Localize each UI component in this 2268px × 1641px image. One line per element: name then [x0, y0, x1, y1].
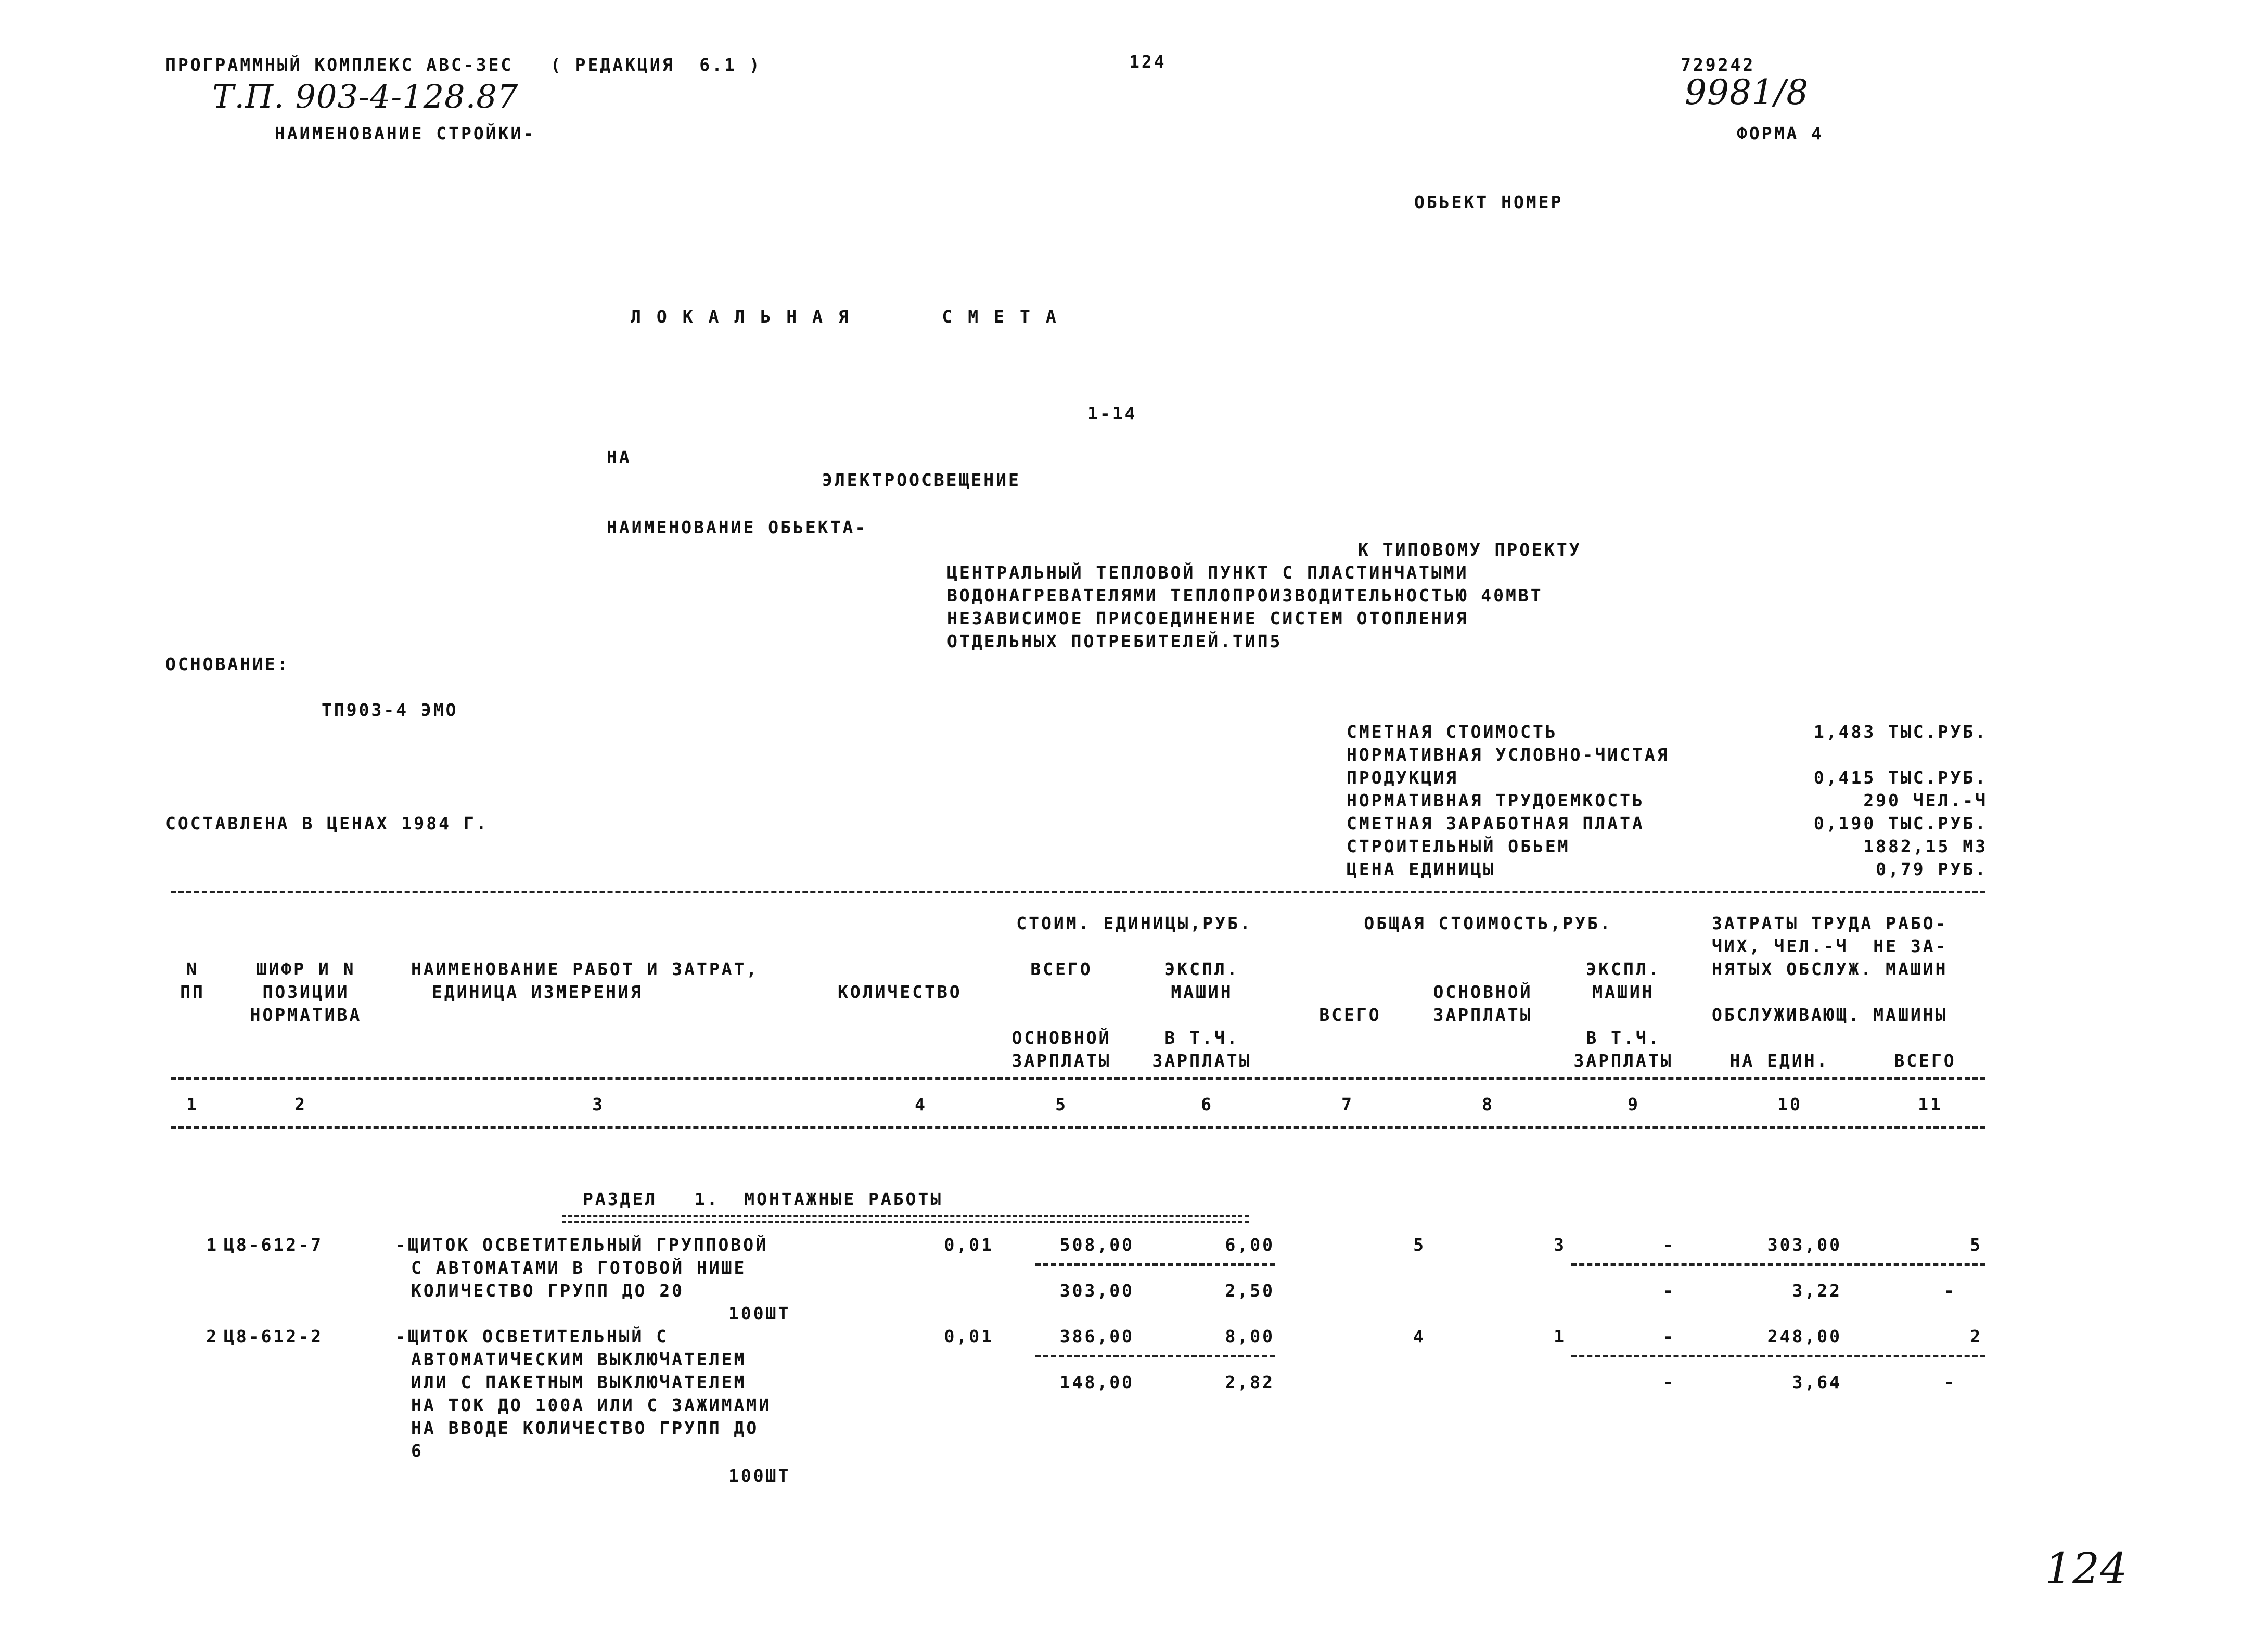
- summary-label: СТРОИТЕЛЬНЫЙ ОБЬЕМ: [1347, 836, 1570, 856]
- column-number: 9: [1628, 1094, 1640, 1114]
- form-label: ФОРМА 4: [1737, 123, 1824, 144]
- header-unit-wage: ЗАРПЛАТЫ: [1011, 1050, 1111, 1071]
- summary-label: СМЕТНАЯ СТОИМОСТЬ: [1347, 722, 1558, 742]
- row-total-mach-wage: -: [1663, 1280, 1675, 1301]
- document-title: ЛОКАЛЬНАЯ СМЕТА: [631, 306, 1072, 327]
- row-unit-mach: 6,00: [1225, 1235, 1275, 1255]
- project-line: ОТДЕЛЬНЫХ ПОТРЕБИТЕЛЕЙ.ТИП5: [947, 631, 1283, 651]
- row-labor-unit: 303,00: [1767, 1235, 1842, 1255]
- row-subrule: [1035, 1355, 1275, 1357]
- row-labor-unit2: 3,64: [1792, 1372, 1842, 1392]
- header-unit-mach-wage: В Т.Ч.: [1164, 1028, 1239, 1048]
- header-unit-mach-wage: ЗАРПЛАТЫ: [1152, 1050, 1252, 1071]
- column-number: 4: [915, 1094, 927, 1114]
- section-title: РАЗДЕЛ 1. МОНТАЖНЫЕ РАБОТЫ: [583, 1189, 943, 1209]
- column-number: 5: [1055, 1094, 1068, 1114]
- row-desc-line: ИЛИ С ПАКЕТНЫМ ВЫКЛЮЧАТЕЛЕМ: [411, 1372, 747, 1392]
- summary-value: 0,415 ТЫС.РУБ.: [1813, 767, 1988, 788]
- header-col2: ПОЗИЦИИ: [262, 982, 350, 1002]
- header-labor: ОБСЛУЖИВАЮЩ. МАШИНЫ: [1712, 1005, 1948, 1025]
- row-desc-line: КОЛИЧЕСТВО ГРУПП ДО 20: [411, 1280, 685, 1301]
- table-top-rule: [171, 891, 1985, 893]
- summary-label: НОРМАТИВНАЯ УСЛОВНО-ЧИСТАЯ: [1347, 745, 1670, 765]
- row-labor-total2: -: [1944, 1372, 1956, 1392]
- summary-label: НОРМАТИВНАЯ ТРУДОЕМКОСТЬ: [1347, 790, 1645, 811]
- row-total-mach: -: [1663, 1235, 1675, 1255]
- row-unit-mach-wage: 2,82: [1225, 1372, 1275, 1392]
- row-total-mach: -: [1663, 1326, 1675, 1347]
- row-subrule: [1035, 1263, 1275, 1266]
- row-code: Ц8-612-2: [224, 1326, 323, 1347]
- header-total-wage: ЗАРПЛАТЫ: [1433, 1005, 1533, 1025]
- page-number: 124: [1129, 52, 1167, 72]
- row-unit-mach: 8,00: [1225, 1326, 1275, 1347]
- row-labor-total2: -: [1944, 1280, 1956, 1301]
- object-name-label: НАИМЕНОВАНИЕ ОБЬЕКТА-: [607, 517, 868, 537]
- summary-value: 1882,15 М3: [1863, 836, 1988, 856]
- section-rule: [562, 1215, 1249, 1217]
- row-unit-total: 386,00: [1059, 1326, 1134, 1347]
- header-labor-unit: НА ЕДИН.: [1729, 1050, 1829, 1071]
- header-total-cost: ОБЩАЯ СТОИМОСТЬ,РУБ.: [1364, 913, 1612, 933]
- summary-value: 290 ЧЕЛ.-Ч: [1863, 790, 1988, 811]
- row-unit: 100ШТ: [728, 1303, 791, 1324]
- row-desc-line: АВТОМАТИЧЕСКИМ ВЫКЛЮЧАТЕЛЕМ: [411, 1349, 747, 1369]
- summary-label: ПРОДУКЦИЯ: [1347, 767, 1458, 788]
- row-unit-wage: 303,00: [1059, 1280, 1134, 1301]
- summary-label: ЦЕНА ЕДИНИЦЫ: [1347, 859, 1496, 879]
- row-labor-unit: 248,00: [1767, 1326, 1842, 1347]
- header-bottom-rule: [171, 1077, 1985, 1080]
- row-desc-line: -ЩИТОК ОСВЕТИТЕЛЬНЫЙ ГРУППОВОЙ: [395, 1235, 768, 1255]
- row-subrule: [1571, 1355, 1985, 1357]
- column-number: 1: [186, 1094, 199, 1114]
- header-labor: ЧИХ, ЧЕЛ.-Ч НЕ ЗА-: [1712, 936, 1948, 956]
- handwritten-project-code: Т.П. 903-4-128.87: [212, 78, 519, 116]
- row-labor-unit2: 3,22: [1792, 1280, 1842, 1301]
- row-labor-total: 5: [1970, 1235, 1982, 1255]
- header-col1: N: [186, 959, 199, 979]
- row-unit-wage: 148,00: [1059, 1372, 1134, 1392]
- row-unit: 100ШТ: [728, 1466, 791, 1486]
- column-number: 2: [294, 1094, 307, 1114]
- header-total-mach: МАШИН: [1592, 982, 1655, 1002]
- header-unit-total: ВСЕГО: [1030, 959, 1093, 979]
- header-total-mach-wage: ЗАРПЛАТЫ: [1573, 1050, 1673, 1071]
- header-col1: ПП: [180, 982, 205, 1002]
- doc-code: 729242: [1681, 55, 1756, 75]
- header-col4: КОЛИЧЕСТВО: [838, 982, 962, 1002]
- project-line: НЕЗАВИСИМОЕ ПРИСОЕДИНЕНИЕ СИСТЕМ ОТОПЛЕНИЯ: [947, 608, 1469, 629]
- project-line: К ТИПОВОМУ ПРОЕКТУ: [1358, 540, 1582, 560]
- row-labor-total: 2: [1970, 1326, 1982, 1347]
- numbers-bottom-rule: [171, 1126, 1985, 1129]
- section-rule: [562, 1221, 1249, 1223]
- column-number: 11: [1918, 1094, 1943, 1114]
- header-col2: ШИФР И N: [256, 959, 356, 979]
- row-qty: 0,01: [944, 1235, 994, 1255]
- header-col3: ЕДИНИЦА ИЗМЕРЕНИЯ: [432, 982, 643, 1002]
- summary-value: 0,190 ТЫС.РУБ.: [1813, 813, 1988, 834]
- row-total: 5: [1413, 1235, 1426, 1255]
- build-name-label: НАИМЕНОВАНИЕ СТРОЙКИ-: [275, 123, 536, 144]
- basis-value: ТП903-4 ЭМО: [322, 700, 458, 720]
- row-qty: 0,01: [944, 1326, 994, 1347]
- column-number: 7: [1341, 1094, 1354, 1114]
- summary-value: 1,483 ТЫС.РУБ.: [1813, 722, 1988, 742]
- row-subrule: [1571, 1263, 1985, 1266]
- header-col2: НОРМАТИВА: [250, 1005, 362, 1025]
- row-unit-total: 508,00: [1059, 1235, 1134, 1255]
- header-unit-cost: СТОИМ. ЕДИНИЦЫ,РУБ.: [1016, 913, 1252, 933]
- row-unit-mach-wage: 2,50: [1225, 1280, 1275, 1301]
- row-number: 2: [206, 1326, 219, 1347]
- row-desc-line: С АВТОМАТАМИ В ГОТОВОЙ НИШЕ: [411, 1258, 747, 1278]
- header-col3: НАИМЕНОВАНИЕ РАБОТ И ЗАТРАТ,: [411, 959, 759, 979]
- column-number: 3: [592, 1094, 605, 1114]
- summary-label: СМЕТНАЯ ЗАРАБОТНАЯ ПЛАТА: [1347, 813, 1645, 834]
- header-unit-mach: МАШИН: [1171, 982, 1233, 1002]
- summary-value: 0,79 РУБ.: [1876, 859, 1988, 879]
- header-labor: ЗАТРАТЫ ТРУДА РАБО-: [1712, 913, 1948, 933]
- estimate-number: 1-14: [1087, 403, 1137, 424]
- project-line: ЦЕНТРАЛЬНЫЙ ТЕПЛОВОЙ ПУНКТ С ПЛАСТИНЧАТЫМИ: [947, 562, 1469, 583]
- prices-note: СОСТАВЛЕНА В ЦЕНАХ 1984 Г.: [165, 813, 489, 834]
- na-label: НА: [607, 447, 632, 467]
- header-total-mach-wage: В Т.Ч.: [1586, 1028, 1661, 1048]
- object-number-label: ОБЬЕКТ НОМЕР: [1414, 192, 1564, 212]
- row-desc-line: -ЩИТОК ОСВЕТИТЕЛЬНЫЙ С: [395, 1326, 669, 1347]
- row-number: 1: [206, 1235, 219, 1255]
- row-total-wage: 3: [1554, 1235, 1566, 1255]
- header-unit-wage: ОСНОВНОЙ: [1011, 1028, 1111, 1048]
- row-total-mach-wage: -: [1663, 1372, 1675, 1392]
- header-total-wage: ОСНОВНОЙ: [1433, 982, 1533, 1002]
- header-total-mach: ЭКСПЛ.: [1586, 959, 1661, 979]
- column-number: 6: [1201, 1094, 1213, 1114]
- row-desc-line: НА ВВОДЕ КОЛИЧЕСТВО ГРУПП ДО: [411, 1418, 759, 1438]
- header-total-all: ВСЕГО: [1319, 1005, 1381, 1025]
- column-number: 10: [1777, 1094, 1802, 1114]
- project-line: ВОДОНАГРЕВАТЕЛЯМИ ТЕПЛОПРОИЗВОДИТЕЛЬНОСТЬЮ 40МВТ: [947, 585, 1543, 606]
- handwritten-doc-code: 9981/8: [1685, 72, 1809, 112]
- handwritten-page-number: 124: [2045, 1544, 2128, 1594]
- row-desc-line: НА ТОК ДО 100А ИЛИ С ЗАЖИМАМИ: [411, 1395, 772, 1415]
- header-unit-mach: ЭКСПЛ.: [1164, 959, 1239, 979]
- column-number: 8: [1482, 1094, 1494, 1114]
- row-code: Ц8-612-7: [224, 1235, 323, 1255]
- row-total-wage: 1: [1554, 1326, 1566, 1347]
- basis-label: ОСНОВАНИЕ:: [165, 654, 290, 674]
- work-type: ЭЛЕКТРООСВЕЩЕНИЕ: [822, 470, 1021, 490]
- header-labor-total: ВСЕГО: [1894, 1050, 1956, 1071]
- header-labor: НЯТЫХ ОБСЛУЖ. МАШИН: [1712, 959, 1948, 979]
- program-name: ПРОГРАММНЫЙ КОМПЛЕКС АВС-ЗЕС ( РЕДАКЦИЯ 6.1 ): [165, 55, 762, 75]
- row-total: 4: [1413, 1326, 1426, 1347]
- row-desc-line: 6: [411, 1441, 424, 1461]
